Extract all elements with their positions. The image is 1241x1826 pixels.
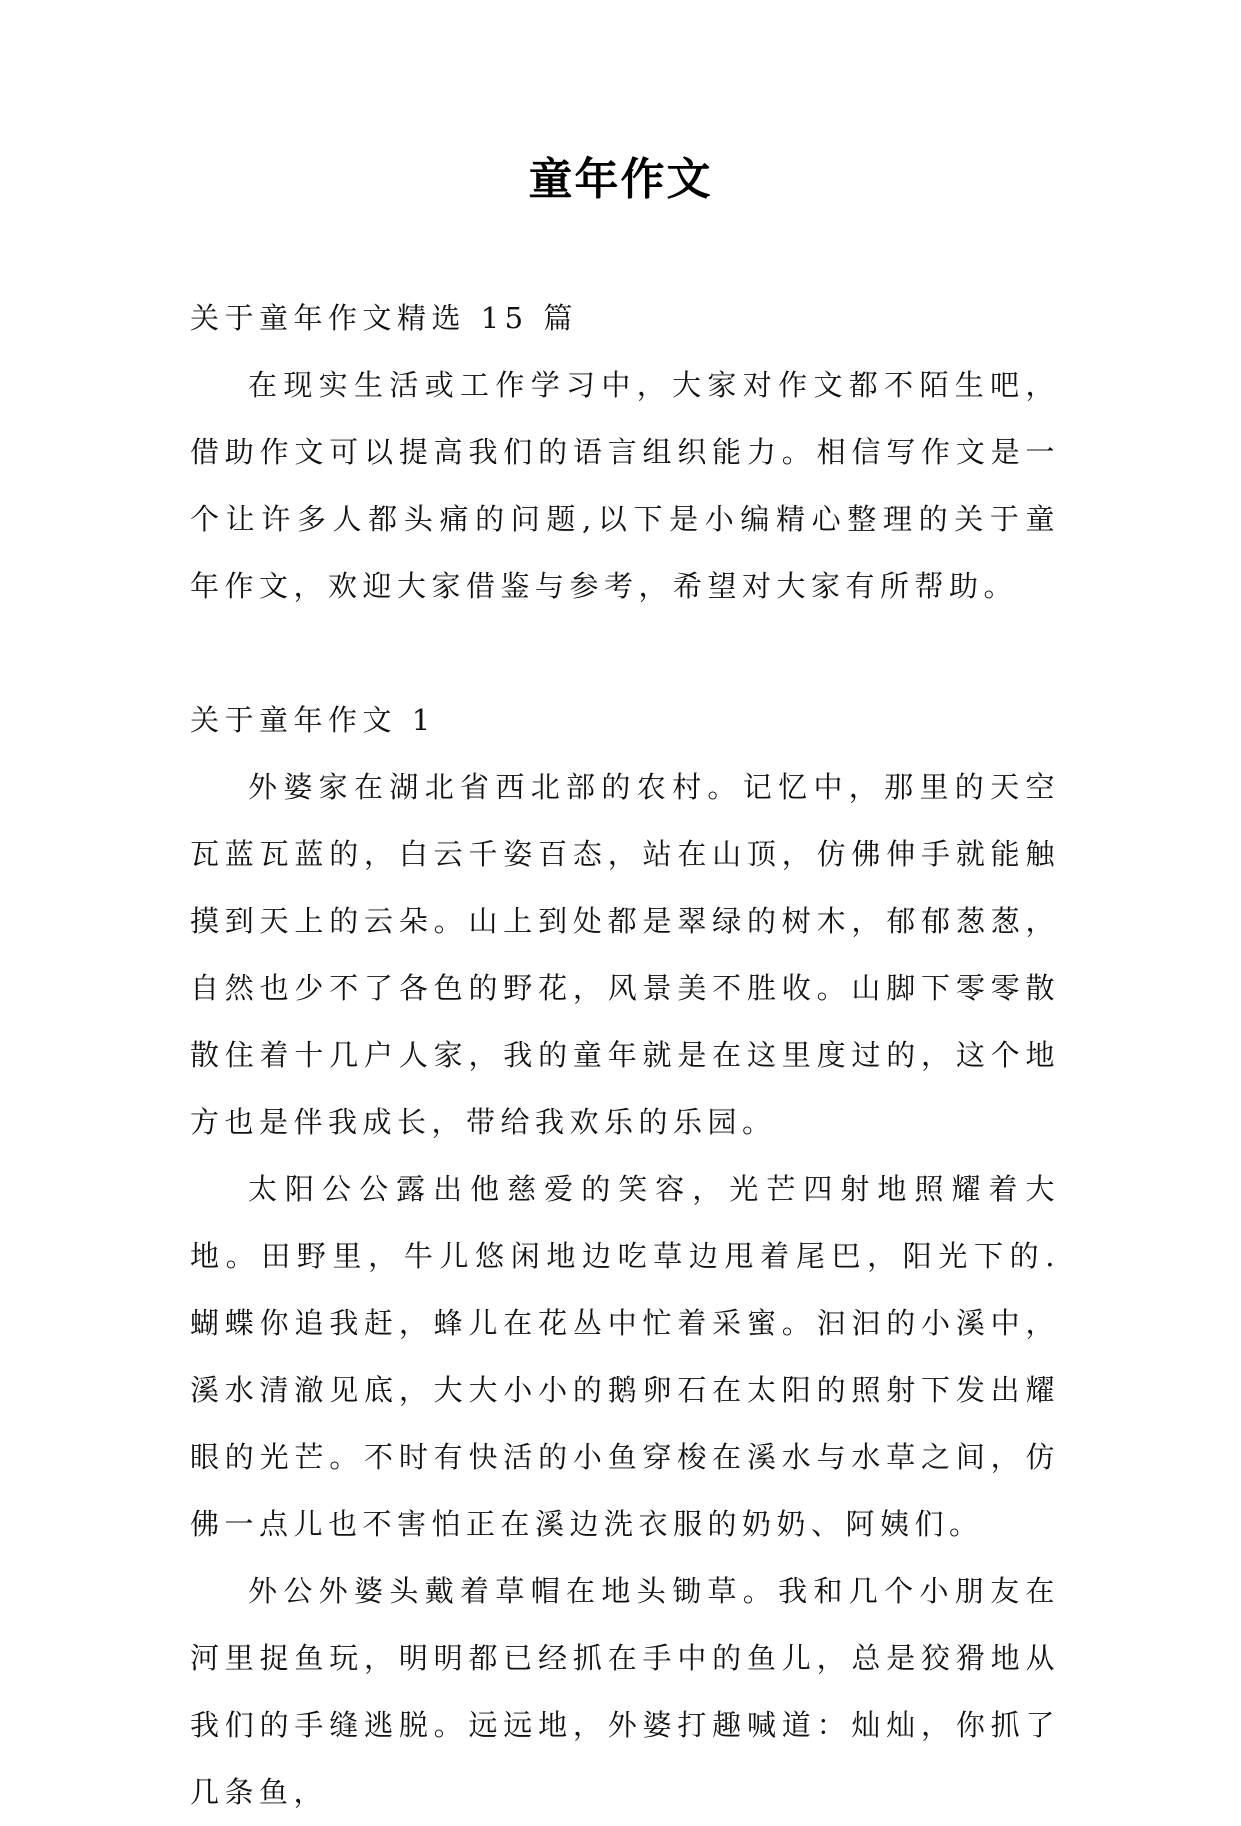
body-paragraph: 太阳公公露出他慈爱的笑容，光芒四射地照耀着大地。田野里，牛儿悠闲地边吃草边甩着尾巴，阳光下的.蝴蝶你追我赶，蜂儿在花丛中忙着采蜜。汩汩的小溪中，溪水清澈见底，大大小小的鹅卵石在太阳的照射下发出耀眼的光芒。不时有快活的小鱼穿梭在溪水与水草之间，仿佛一点儿也不害怕正在溪边洗衣服的奶奶、阿姨们。 xyxy=(190,1172,1060,1541)
body-paragraph: 外公外婆头戴着草帽在地头锄草。我和几个小朋友在河里捉鱼玩，明明都已经抓在手中的鱼儿，总是狡猾地从我们的手缝逃脱。远远地，外婆打趣喊道：灿灿，你抓了几条鱼， xyxy=(190,1574,1060,1809)
intro-paragraph: 在现实生活或工作学习中，大家对作文都不陌生吧，借助作文可以提高我们的语言组织能力。相信写作文是一个让许多人都头痛的问题,以下是小编精心整理的关于童年作文，欢迎大家借鉴与参考，希望对大家有所帮助。 xyxy=(190,368,1060,603)
body-paragraph: 外婆家在湖北省西北部的农村。记忆中，那里的天空瓦蓝瓦蓝的，白云千姿百态，站在山顶，仿佛伸手就能触摸到天上的云朵。山上到处都是翠绿的树木，郁郁葱葱，自然也少不了各色的野花，风景美不胜收。山脚下零零散散住着十几户人家，我的童年就是在这里度过的，这个地方也是伴我成长，带给我欢乐的乐园。 xyxy=(190,770,1060,1139)
document-title: 童年作文 xyxy=(528,154,713,205)
document-body xyxy=(190,285,1060,1826)
section-spacer xyxy=(190,620,1060,687)
section-heading: 关于童年作文 1 xyxy=(190,703,436,737)
intro-heading: 关于童年作文精选 15 篇 xyxy=(190,301,578,335)
